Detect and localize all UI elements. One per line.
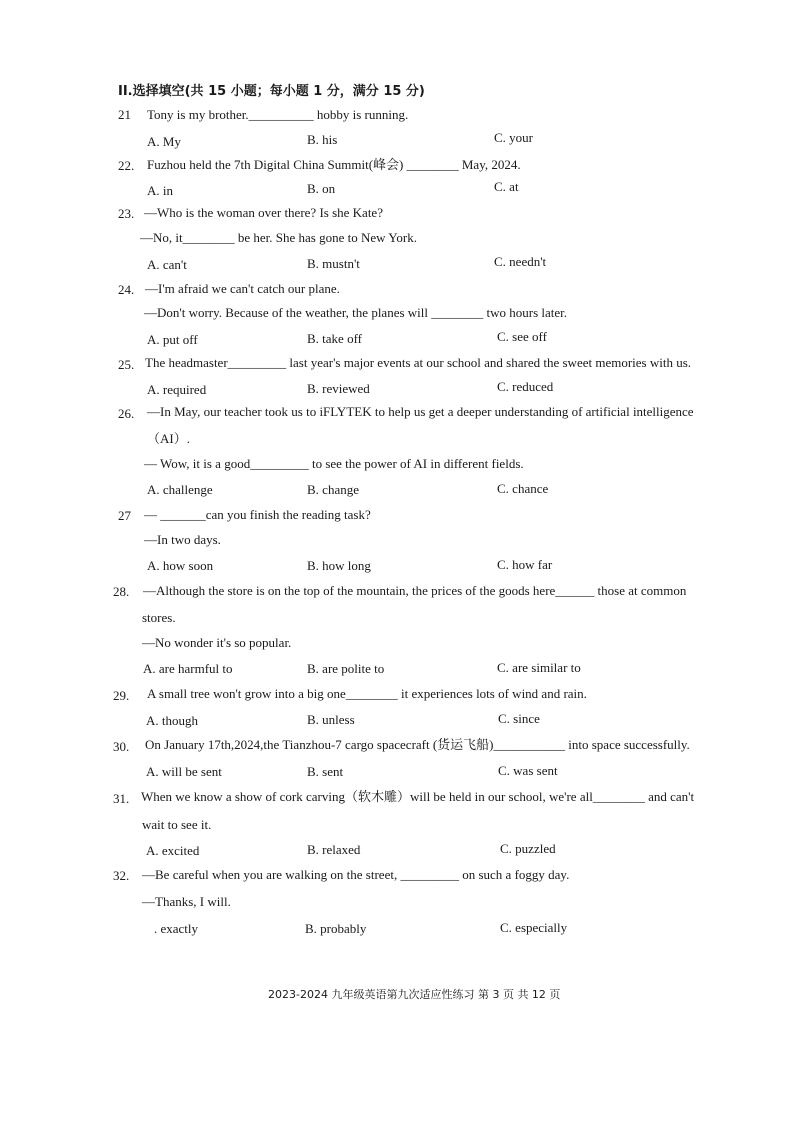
option-c: C. your (494, 130, 533, 145)
option-b: B. take off (307, 331, 362, 346)
option-a: A. My (147, 134, 181, 149)
option-b: B. probably (305, 921, 367, 936)
question-number: 31. (113, 791, 130, 806)
question-number: 23. (118, 206, 135, 221)
option-c: C. how far (497, 557, 553, 572)
question-number: 27 (118, 508, 131, 523)
question-text: —Thanks, I will. (142, 894, 231, 909)
question-number: 30. (113, 739, 130, 754)
option-a: A. excited (146, 843, 200, 858)
option-b: B. his (307, 132, 338, 147)
option-c: C. chance (497, 481, 549, 496)
option-a: A. put off (147, 332, 198, 347)
question-number: 22. (118, 158, 135, 173)
section-heading: II.选择填空(共 15 小题；每小题 1 分，满分 15 分) (118, 84, 425, 99)
option-c: C. since (498, 711, 540, 726)
question-text: Tony is my brother.__________ hobby is running. (147, 107, 409, 122)
page-footer: 2023-2024 九年级英语第九次适应性练习 第 3 页 共 12 页 (268, 988, 561, 1001)
question-text: On January 17th,2024,the Tianzhou-7 cargo spacecraft (货运飞船)___________ into space successfully. (145, 737, 690, 752)
question-number: 25. (118, 357, 135, 372)
option-a: A. how soon (147, 558, 214, 573)
option-b: B. relaxed (307, 842, 361, 857)
option-b: B. on (307, 181, 336, 196)
option-b: B. reviewed (307, 381, 370, 396)
question-number: 21 (118, 107, 131, 122)
question-text: — _______can you finish the reading task? (144, 507, 371, 522)
option-c: C. reduced (497, 379, 554, 394)
question-number: 26. (118, 406, 135, 421)
question-text: —No wonder it's so popular. (142, 635, 292, 650)
option-a: A. in (147, 183, 173, 198)
question-text: stores. (142, 610, 176, 625)
option-c: C. was sent (498, 763, 558, 778)
question-number: 28. (113, 584, 130, 599)
option-a: . exactly (154, 921, 199, 936)
question-number: 24. (118, 282, 135, 297)
option-c: C. are similar to (497, 660, 581, 675)
question-text: —In May, our teacher took us to iFLYTEK to help us get a deeper understanding of artificial intelligence (147, 404, 694, 419)
option-a: A. will be sent (146, 764, 222, 779)
question-text: The headmaster_________ last year's major events at our school and shared the sweet memories with us. (145, 355, 692, 370)
option-c: C. needn't (494, 254, 547, 269)
question-text: wait to see it. (142, 817, 212, 832)
option-b: B. mustn't (307, 256, 360, 271)
question-text: —No, it________ be her. She has gone to New York. (140, 230, 417, 245)
option-a: A. challenge (147, 482, 213, 497)
question-number: 32. (113, 868, 130, 883)
option-b: B. are polite to (307, 661, 385, 676)
option-b: B. how long (307, 558, 371, 573)
option-c: C. at (494, 179, 519, 194)
question-text: —Who is the woman over there? Is she Kate? (144, 205, 383, 220)
option-b: B. sent (307, 764, 344, 779)
question-text: （AI）. (147, 431, 190, 446)
question-text: —In two days. (144, 532, 221, 547)
question-text: Fuzhou held the 7th Digital China Summit(峰会) ________ May, 2024. (147, 157, 521, 172)
question-text: When we know a show of cork carving（软木雕）will be held in our school, we're all________ and can't (141, 789, 695, 804)
option-a: A. are harmful to (143, 661, 233, 676)
option-a: A. required (147, 382, 207, 397)
option-b: B. change (307, 482, 359, 497)
question-text: — Wow, it is a good_________ to see the power of AI in different fields. (144, 456, 524, 471)
option-b: B. unless (307, 712, 355, 727)
option-c: C. especially (500, 920, 568, 935)
question-text: —Be careful when you are walking on the street, _________ on such a foggy day. (142, 867, 570, 882)
option-a: A. can't (147, 257, 187, 272)
question-text: —I'm afraid we can't catch our plane. (145, 281, 340, 296)
question-text: —Don't worry. Because of the weather, the planes will ________ two hours later. (144, 305, 568, 320)
option-c: C. puzzled (500, 841, 556, 856)
question-text: —Although the store is on the top of the mountain, the prices of the goods here______ those at common (143, 583, 687, 598)
option-a: A. though (146, 713, 198, 728)
question-text: A small tree won't grow into a big one________ it experiences lots of wind and rain. (147, 686, 587, 701)
option-c: C. see off (497, 329, 547, 344)
question-number: 29. (113, 688, 130, 703)
